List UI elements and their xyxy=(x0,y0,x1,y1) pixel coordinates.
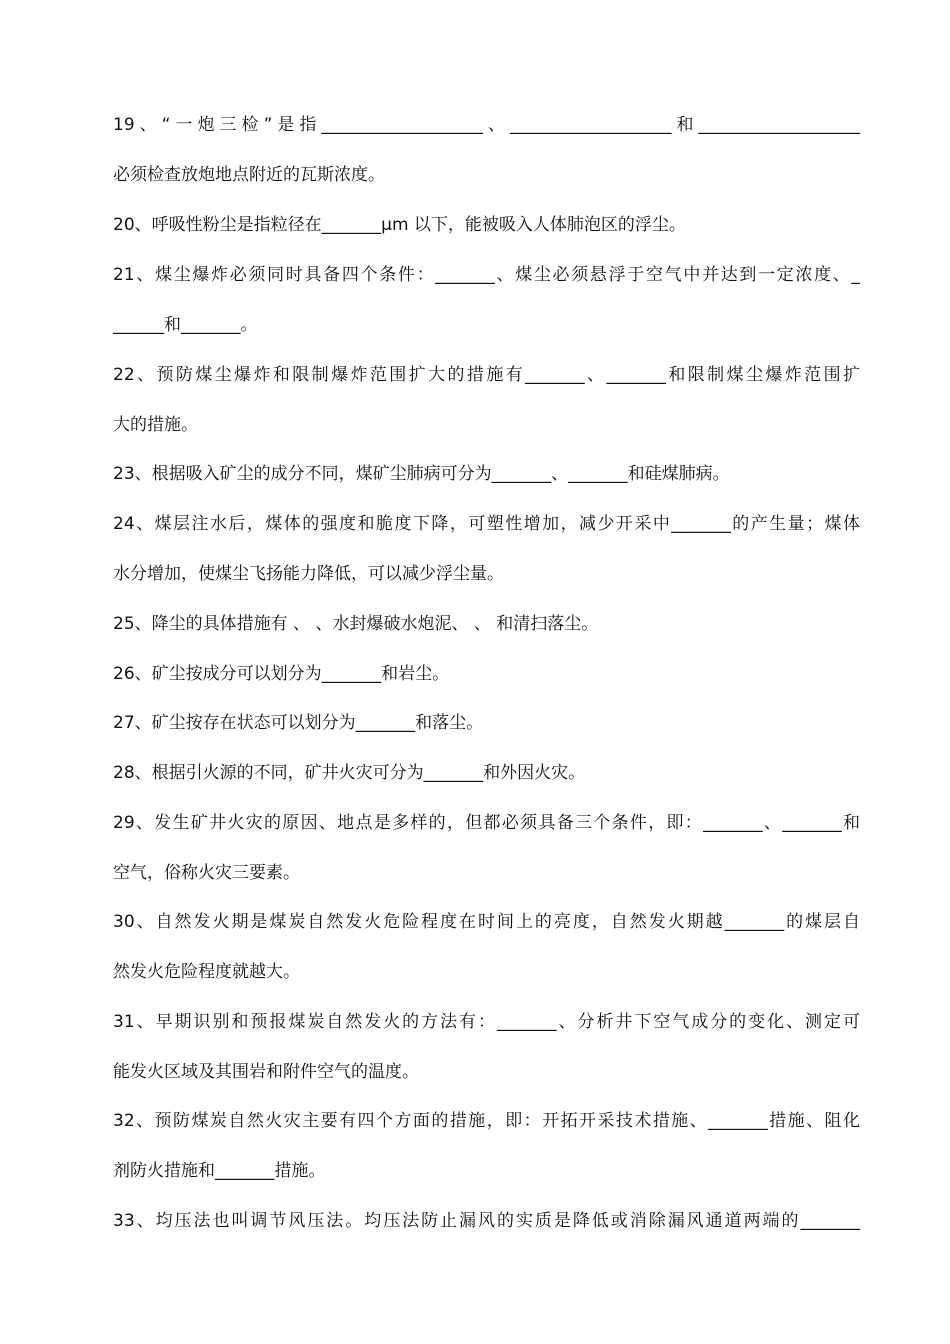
question-21-line-1: 21、煤尘爆炸必须同时具备四个条件：_______、煤尘必须悬浮于空气中并达到一定浓度、_ xyxy=(113,265,860,285)
question-31-line-2: 能发火区域及其围岩和附件空气的温度。 xyxy=(113,1062,419,1082)
question-28: 28、根据引火源的不同，矿井火灾可分为_______和外因火灾。 xyxy=(113,763,586,783)
question-22-line-2: 大的措施。 xyxy=(113,415,198,435)
question-21-line-2: ______和_______。 xyxy=(113,315,258,335)
question-31-line-1: 31、早期识别和预报煤炭自然发火的方法有：_______、分析井下空气成分的变化、测定可 xyxy=(113,1012,860,1032)
question-29-line-2: 空气，俗称火灾三要素。 xyxy=(113,863,300,883)
question-24-line-2: 水分增加，使煤尘飞扬能力降低，可以减少浮尘量。 xyxy=(113,564,504,584)
question-20: 20、呼吸性粉尘是指粒径在_______µm 以下，能被吸入人体肺泡区的浮尘。 xyxy=(113,215,686,235)
question-32-line-1: 32、预防煤炭自然火灾主要有四个方面的措施，即：开拓开采技术措施、_______措施、阻化 xyxy=(113,1111,860,1131)
question-30-line-1: 30、自然发火期是煤炭自然发火危险程度在时间上的亮度，自然发火期越_______的煤层自 xyxy=(113,912,860,932)
question-33: 33、均压法也叫调节风压法。均压法防止漏风的实质是降低或消除漏风通道两端的_______ xyxy=(113,1211,860,1231)
question-23: 23、根据吸入矿尘的成分不同，煤矿尘肺病可分为_______、_______和硅煤肺病。 xyxy=(113,464,730,484)
question-26: 26、矿尘按成分可以划分为_______和岩尘。 xyxy=(113,664,450,684)
question-19-line-2: 必须检查放炮地点附近的瓦斯浓度。 xyxy=(113,165,385,185)
question-25: 25、降尘的具体措施有 、 、水封爆破水炮泥、 、 和清扫落尘。 xyxy=(113,614,599,634)
question-22-line-1: 22、预防煤尘爆炸和限制爆炸范围扩大的措施有_______、_______和限制煤尘爆炸范围扩 xyxy=(113,365,860,385)
question-27: 27、矿尘按存在状态可以划分为_______和落尘。 xyxy=(113,713,484,733)
question-24-line-1: 24、煤层注水后，煤体的强度和脆度下降，可塑性增加，减少开采中_______的产生量；煤体 xyxy=(113,514,860,534)
question-30-line-2: 然发火危险程度就越大。 xyxy=(113,962,300,982)
question-32-line-2: 剂防火措施和_______措施。 xyxy=(113,1161,326,1181)
question-19-line-1: 19、“一炮三检”是指___________________、___________________和___________________ xyxy=(113,115,860,135)
question-29-line-1: 29、发生矿井火灾的原因、地点是多样的，但都必须具备三个条件，即：_______、_______和 xyxy=(113,813,860,833)
